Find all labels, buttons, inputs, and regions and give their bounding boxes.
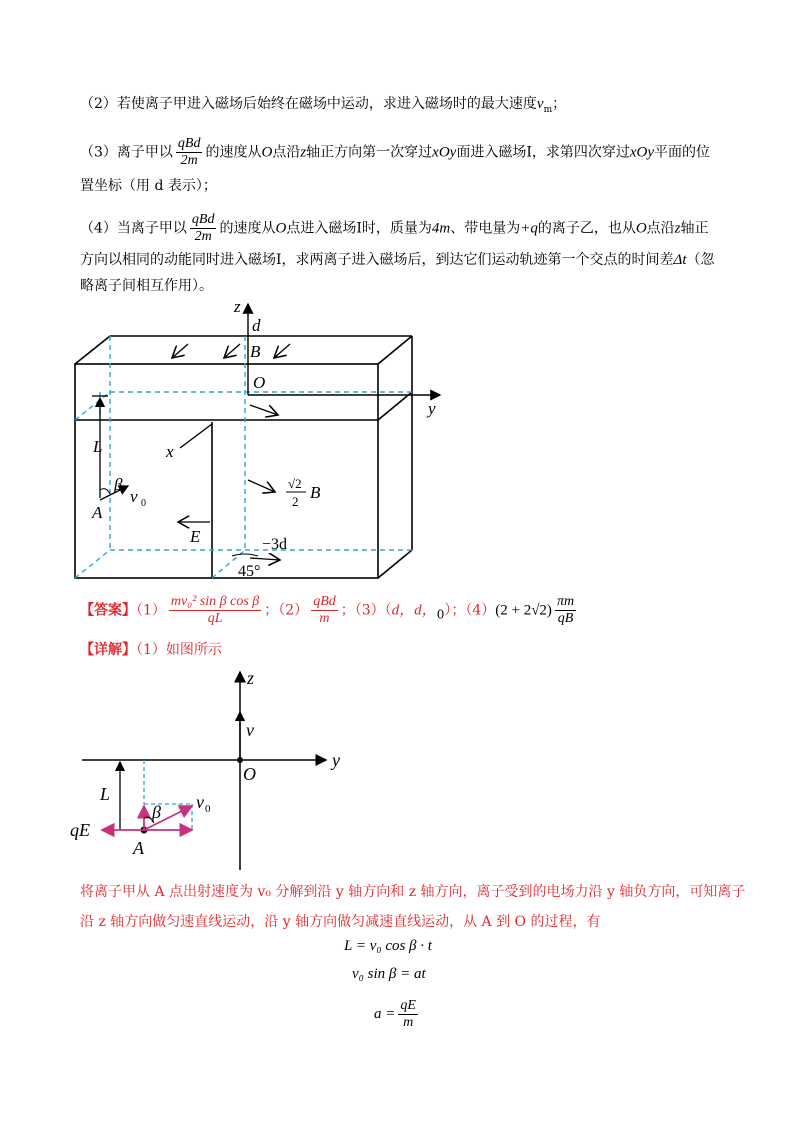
svg-text:z: z: [247, 668, 255, 688]
svg-text:β: β: [152, 802, 161, 822]
explanation-line-2: 沿 z 轴方向做匀速直线运动，沿 y 轴方向做匀减速直线运动，从 A 到 O 的过程，有: [80, 914, 601, 930]
question-2: （2）若使离子甲进入磁场后始终在磁场中运动，求进入磁场时的最大速度$v_m$；: [80, 96, 567, 115]
box-outline: [75, 336, 412, 578]
svg-text:v: v: [246, 720, 254, 740]
svg-text:2: 2: [292, 494, 299, 509]
svg-text:B: B: [250, 342, 261, 361]
svg-text:y: y: [428, 399, 436, 418]
explanation-line-1: 将离子甲从 A 点出射速度为 v₀ 分解到沿 y 轴方向和 z 轴方向，离子受到的电场力沿 y 轴负方向，可知离子: [80, 884, 746, 900]
svg-text:β: β: [114, 475, 123, 494]
svg-text:O: O: [243, 764, 256, 784]
svg-text:A: A: [92, 503, 103, 522]
fraction: $\frac{\text{qBd}}{2m}$: [191, 212, 215, 244]
equation-3: a = $\frac{qE}{m}$: [374, 998, 416, 1030]
svg-text:A: A: [133, 838, 144, 858]
question-3-line2: 置坐标（用 d 表示）；: [80, 178, 217, 194]
svg-text:O: O: [253, 373, 266, 392]
question-4-line2: 方向以相同的动能同时进入磁场Ⅰ，求两离子进入磁场后，到达它们运动轨迹第一个交点的时间差Δt（忽: [80, 252, 715, 268]
equation-2: v₀ sin β = at: [352, 966, 426, 982]
svg-text:qE: qE: [70, 820, 90, 840]
svg-text:d: d: [252, 316, 261, 335]
svg-text:x: x: [166, 442, 174, 461]
velocity-decomposition-diagram: [60, 664, 360, 876]
svg-text:0: 0: [205, 803, 211, 815]
field-region-diagram: [60, 296, 460, 588]
svg-text:−3d: −3d: [262, 536, 288, 553]
force-velocity-arrows: [102, 806, 192, 830]
question-4-line3: 略离子间相互作用）。: [80, 278, 213, 294]
svg-text:v: v: [196, 792, 204, 812]
svg-text:v: v: [130, 487, 138, 506]
svg-text:√2: √2: [288, 476, 302, 491]
detail-heading: 【详解】（1）如图所示: [80, 642, 222, 658]
svg-text:0: 0: [141, 498, 146, 509]
svg-text:E: E: [190, 527, 201, 546]
equation-1: L = v₀ cos β · t: [344, 938, 432, 954]
hidden-edges: [75, 336, 412, 578]
fraction: $\frac{\text{qBd}}{2m}$: [177, 136, 201, 168]
x-axis: [180, 424, 212, 448]
svg-text:L: L: [100, 784, 111, 804]
svg-text:45°: 45°: [238, 563, 261, 580]
svg-text:z: z: [234, 297, 241, 316]
svg-text:B: B: [310, 483, 321, 502]
answer-line: 【答案】（1） $\frac{\text{mv₀² sin β cos β}}{qL}$ ；（2） $\frac{\text{qBd}}{m}$ ；（3）（d，d，$_0$）；（4）(2 + 2√2) $\frac{\pi m}{qB}$: [80, 594, 575, 626]
figure1-labels: [91, 297, 436, 580]
question-4: （4）当离子甲以 $\frac{\text{qBd}}{2m}$ 的速度从O点进入磁场Ⅰ时，质量为4m、带电量为+q的离子乙，也从O点沿z轴正: [80, 212, 709, 244]
question-3: （3）离子甲以 $\frac{\text{qBd}}{2m}$ 的速度从O点沿z轴正方向第一次穿过xOy面进入磁场Ⅰ，求第四次穿过xOy平面的位: [80, 136, 711, 168]
svg-text:L: L: [93, 437, 103, 456]
svg-text:y: y: [332, 750, 340, 770]
